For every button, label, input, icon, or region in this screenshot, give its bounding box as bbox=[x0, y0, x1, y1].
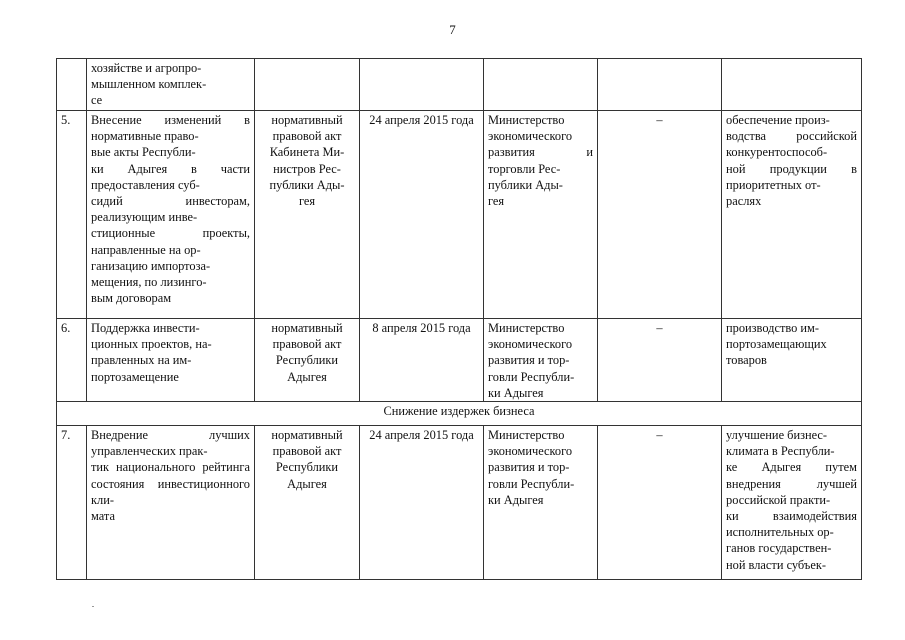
responsible-cell bbox=[484, 59, 598, 111]
responsible-cell: Министерство экономического развития и тор- говли Республи- ки Адыгея bbox=[484, 426, 598, 580]
measure-cell: Внедрение лучших управленческих прак- тик национального рейтинга состояния инвестиционного кли- мата bbox=[87, 426, 255, 580]
responsible-cell: Министерство экономического развития и тор- говли Республи- ки Адыгея bbox=[484, 319, 598, 402]
measure-cell: Внесение изменений в нормативные право- вые акты Республи- ки Адыгея в части предоставления суб- сидий инвесторам, реализующим инве- стиционные проекты, направленные на ор- ганизацию импортоза- мещения, по лизинго- вым договорам bbox=[87, 111, 255, 319]
act-form-cell: нормативный правовой акт Кабинета Ми- нистров Рес- публики Ады- гея bbox=[255, 111, 360, 319]
act-form-cell: нормативный правовой акт Республики Адыгея bbox=[255, 319, 360, 402]
table-row bbox=[57, 111, 862, 319]
section-heading-row bbox=[57, 402, 862, 426]
act-form-cell: нормативный правовой акт Республики Адыгея bbox=[255, 426, 360, 580]
measure-cell: Поддержка инвести- ционных проектов, на- правленных на им- портозамещение bbox=[87, 319, 255, 402]
section-heading: Снижение издержек бизнеса bbox=[57, 402, 862, 426]
table-row bbox=[57, 426, 862, 580]
action-plan-table bbox=[56, 58, 862, 580]
result-cell bbox=[722, 59, 862, 111]
measure-cell: хозяйстве и агропро- мышленном комплек- се bbox=[87, 59, 255, 111]
scan-artifact bbox=[92, 606, 94, 607]
table-row bbox=[57, 319, 862, 402]
page-number: 7 bbox=[449, 22, 456, 37]
indicator-cell: – bbox=[598, 426, 722, 580]
row-number-cell: 6. bbox=[57, 319, 87, 402]
row-number-cell: 5. bbox=[57, 111, 87, 319]
indicator-cell bbox=[598, 59, 722, 111]
deadline-cell: 8 апреля 2015 года bbox=[360, 319, 484, 402]
indicator-cell: – bbox=[598, 111, 722, 319]
responsible-cell: Министерство экономического развития и торговли Рес- публики Ады- гея bbox=[484, 111, 598, 319]
deadline-cell: 24 апреля 2015 года bbox=[360, 426, 484, 580]
table-row bbox=[57, 59, 862, 111]
result-cell: производство им- портозамещающих товаров bbox=[722, 319, 862, 402]
row-number-cell bbox=[57, 59, 87, 111]
result-cell: обеспечение произ- водства российской конкурентоспособ- ной продукции в приоритетных от- раслях bbox=[722, 111, 862, 319]
deadline-cell: 24 апреля 2015 года bbox=[360, 111, 484, 319]
row-number-cell: 7. bbox=[57, 426, 87, 580]
act-form-cell bbox=[255, 59, 360, 111]
result-cell: улучшение бизнес- климата в Республи- ке Адыгея путем внедрения лучшей российской практи- ки взаимодействия исполнительных ор- ганов государствен- ной власти субъек- bbox=[722, 426, 862, 580]
deadline-cell bbox=[360, 59, 484, 111]
indicator-cell: – bbox=[598, 319, 722, 402]
